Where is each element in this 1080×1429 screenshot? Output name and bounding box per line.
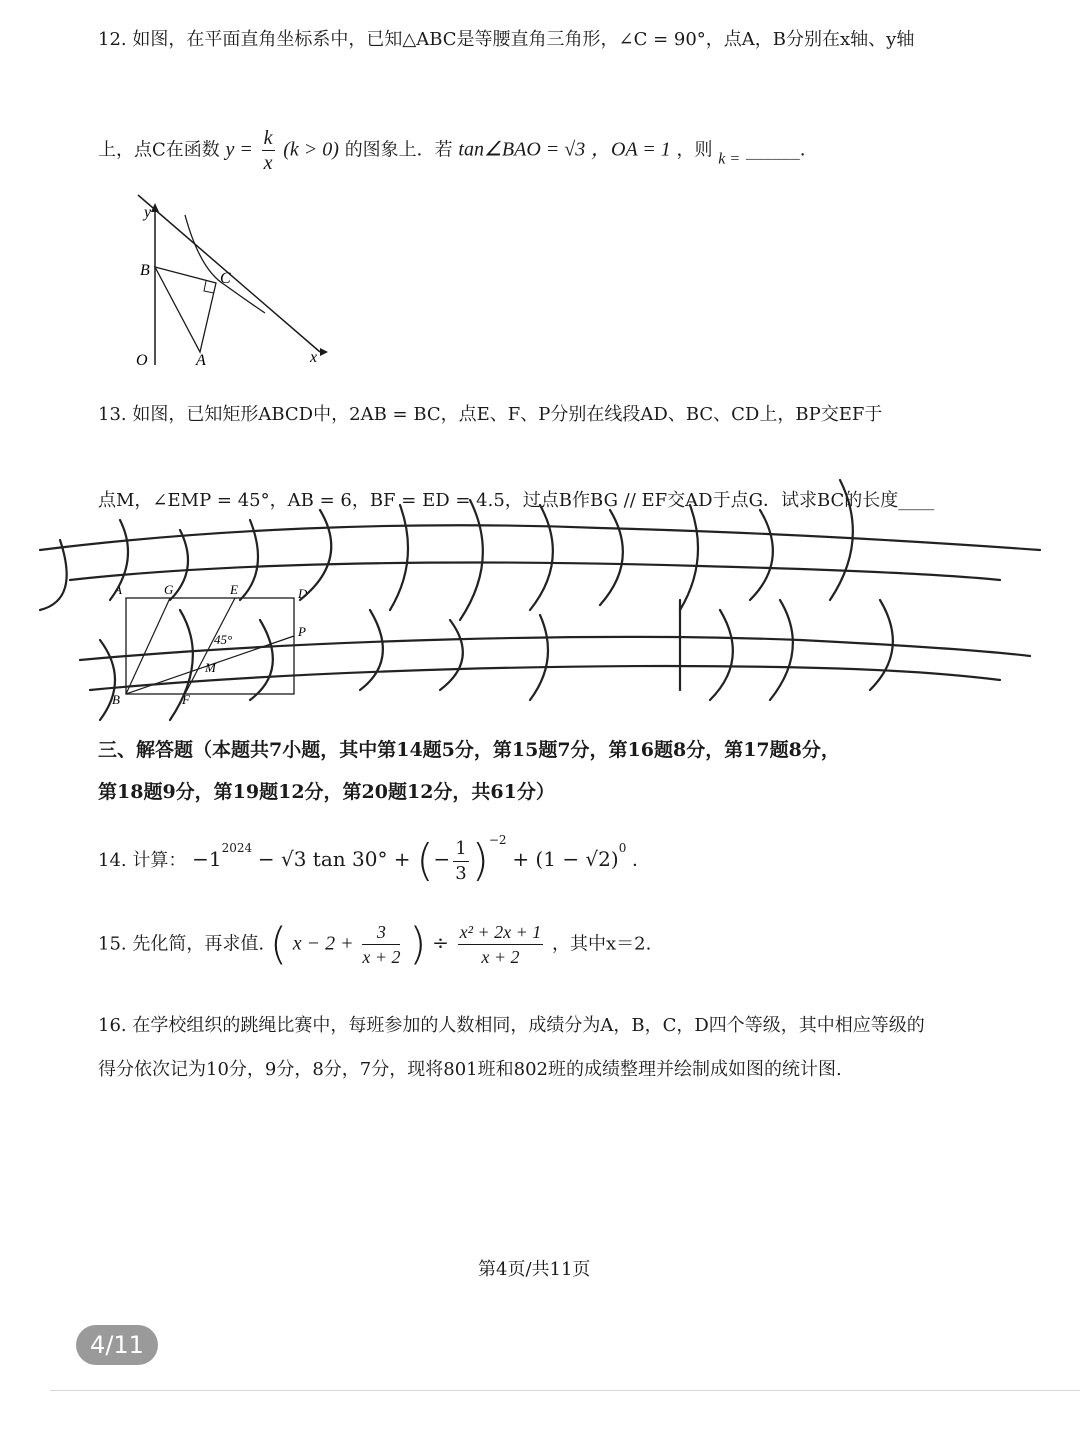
q15-frac1-den: x + 2 <box>362 947 401 967</box>
label-a: A <box>114 582 122 597</box>
q14-term1-exp: 2024 <box>221 841 253 855</box>
q15-paren-close: ) <box>409 918 427 970</box>
q14-minus: − <box>433 847 451 871</box>
point-c-label: C <box>220 270 231 287</box>
q15-end: ，其中x＝2. <box>552 933 652 955</box>
scribble-chars-7 <box>680 600 893 700</box>
label-f: F <box>182 692 190 707</box>
section3-heading-line1: 三、解答题（本题共7小题，其中第14题5分，第15题7分，第16题8分，第17题8分， <box>98 739 840 761</box>
q15-term1: x − 2 + <box>292 932 354 955</box>
label-angle: 45° <box>214 632 233 647</box>
q14-term3: + (1 − √2) <box>512 847 619 871</box>
right-angle-mark <box>204 281 214 293</box>
scribble-line-2 <box>70 563 1000 580</box>
q14-frac-den: 3 <box>455 862 467 884</box>
q13-figure <box>110 580 320 705</box>
q15-fraction2 <box>458 920 544 969</box>
q12-fraction-k-over-x <box>262 126 275 175</box>
q12-frac-den: x <box>263 152 273 174</box>
q15-line <box>98 920 651 976</box>
q14-exp-minus2: −2 <box>488 833 507 847</box>
q13-line1: 13. 如图，已知矩形ABCD中，2AB = BC，点E、F、P分别在线段AD、BC、CD上，BP交EF于 <box>98 404 883 425</box>
q14-line <box>98 828 650 884</box>
q12-text-b: 的图象上．若 <box>344 139 453 161</box>
x-axis-label: x <box>310 349 318 366</box>
hyperbola-curve <box>185 215 265 313</box>
q15-div: ÷ <box>432 930 449 955</box>
q14-label: 14. 计算： <box>98 850 187 871</box>
q12-tan-expr: tan∠BAO = √3 <box>458 138 586 161</box>
q12-figure <box>100 195 340 375</box>
page-footer: 第4页/共11页 <box>478 1259 591 1280</box>
section3-heading-line2: 第18题9分，第19题12分，第20题12分，共61分） <box>98 781 555 803</box>
q12-frac-num: k <box>263 127 273 149</box>
q16-line1: 16. 在学校组织的跳绳比赛中，每班参加的人数相同，成绩分为A，B，C，D四个等级，其中相应等级的 <box>98 1015 925 1036</box>
q12-k-eq: k = <box>718 150 741 168</box>
q14-frac-num: 1 <box>453 837 468 862</box>
q14-fraction <box>453 837 468 886</box>
q12-func-y: y = <box>225 138 253 161</box>
page-indicator-badge: 4/11 <box>76 1325 158 1365</box>
q12-answer-blank: ______． <box>745 139 818 161</box>
q14-term2: − √3 tan 30° + <box>257 847 411 871</box>
q14-paren-open: ( <box>416 835 434 886</box>
q14-term1: −1 <box>192 847 222 871</box>
q15-frac2-den: x + 2 <box>481 947 520 967</box>
q12-text-a: 上，点C在函数 <box>98 139 220 161</box>
point-a-label: A <box>196 352 206 369</box>
q15-frac1-num: 3 <box>362 920 400 945</box>
triangle-abc <box>155 267 216 352</box>
origin-label: O <box>136 352 148 369</box>
x-axis-arrow <box>320 348 328 356</box>
y-axis-label: y <box>144 204 152 221</box>
bottom-divider <box>50 1390 1080 1391</box>
q13-line2: 点M，∠EMP = 45°，AB = 6，BF = ED = 4.5，过点B作BG // EF交AD于点G．试求BC的长度____ <box>98 490 935 511</box>
q12-line1: 12. 如图，在平面直角坐标系中，已知△ABC是等腰直角三角形，∠C = 90°，点A，B分别在x轴、y轴 <box>98 29 915 50</box>
scribble-chars-3 <box>460 500 623 620</box>
q12-condition: (k > 0) <box>283 138 339 161</box>
scribble-line-1 <box>40 525 1040 550</box>
q15-frac2-num: x² + 2x + 1 <box>458 920 544 945</box>
point-b-label: B <box>140 262 150 279</box>
label-e: E <box>230 582 238 597</box>
q14-exp-zero: 0 <box>618 841 627 855</box>
label-p: P <box>298 624 306 639</box>
label-b: B <box>112 692 120 707</box>
q14-paren-close: ) <box>471 835 489 886</box>
label-m: M <box>205 660 216 675</box>
segment-bg <box>126 598 170 694</box>
q15-paren-open: ( <box>269 918 287 970</box>
q15-label: 15. 先化简，再求值. <box>98 933 265 955</box>
q12-oa-expr: ，OA = 1 <box>591 138 671 161</box>
scribble-chars-6 <box>360 610 548 700</box>
q12-line2 <box>98 126 818 175</box>
q16-line2: 得分依次记为10分，9分，8分，7分，现将801班和802班的成绩整理并绘制成如图的统计图. <box>98 1059 842 1080</box>
label-g: G <box>164 582 174 597</box>
label-d: D <box>298 586 308 601</box>
q14-end: ． <box>632 850 651 871</box>
q12-text-then: ，则 <box>676 139 713 161</box>
q15-fraction1 <box>362 920 400 969</box>
